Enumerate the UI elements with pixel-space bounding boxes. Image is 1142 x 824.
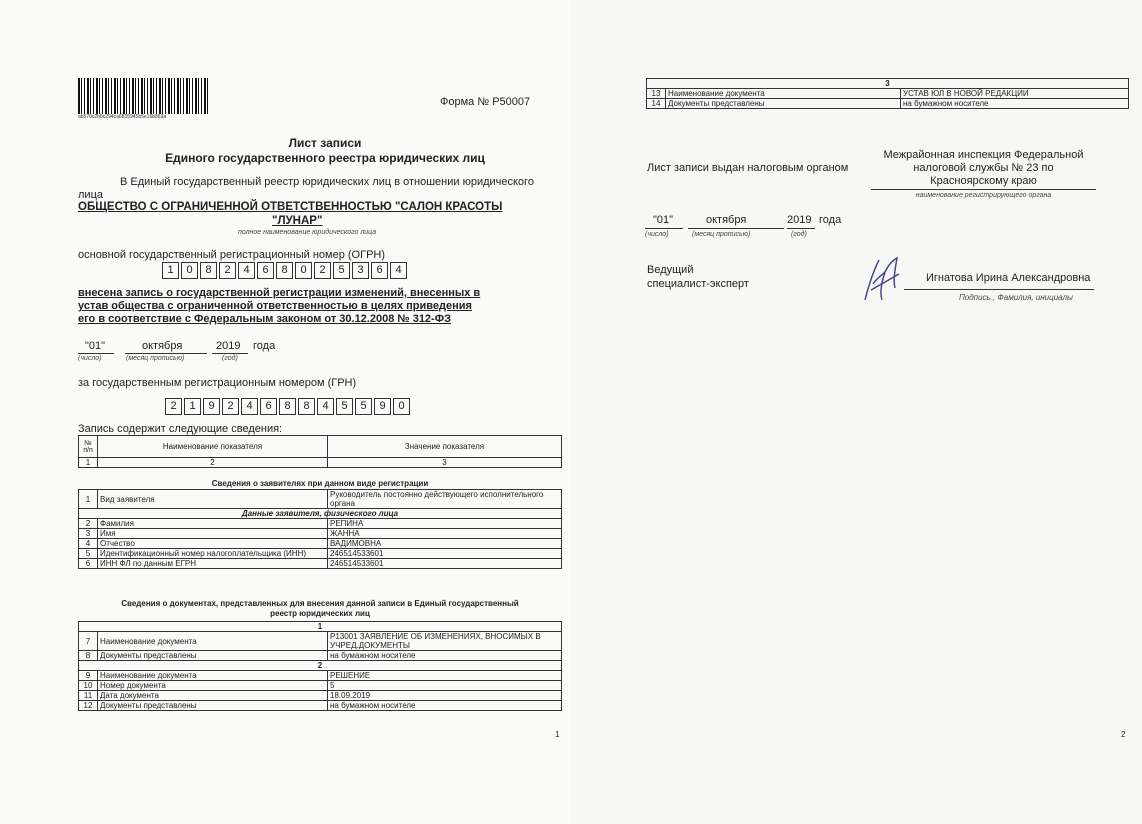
- grn-digit: 9: [374, 398, 391, 415]
- barcode-image: [78, 78, 208, 114]
- table-row: [79, 529, 562, 539]
- date-day: "01": [653, 214, 674, 226]
- row-label: Наименование документа: [666, 89, 901, 99]
- date-year: 2019: [787, 214, 812, 226]
- authority-line-1: Межрайонная инспекция Федеральной: [883, 149, 1084, 161]
- signature-underline: [904, 289, 1094, 290]
- company-name-line-1: ОБЩЕСТВО С ОГРАНИЧЕННОЙ ОТВЕТСТВЕННОСТЬЮ "САЛОН КРАСОТЫ: [78, 201, 503, 213]
- header-table: [78, 435, 562, 468]
- row-label: Номер документа: [98, 681, 328, 691]
- page-number-2: 2: [1121, 730, 1126, 739]
- table-row: [79, 661, 562, 671]
- table-row: [79, 701, 562, 711]
- table-row: [79, 509, 562, 519]
- grn-digit: 8: [298, 398, 315, 415]
- row-number: 13: [647, 89, 666, 99]
- ogrn-digit: 8: [276, 262, 293, 279]
- applicant-section-title: Сведения о заявителях при данном виде регистрации: [211, 479, 429, 488]
- intro-line-2: лица: [78, 189, 103, 201]
- contains-label: Запись содержит следующие сведения:: [78, 423, 283, 435]
- header-col-value: Значение показателя: [328, 436, 562, 458]
- signer-caption: Подпись , Фамилия, инициалы: [959, 293, 1073, 302]
- row-number: 6: [79, 559, 98, 569]
- page-number-1: 1: [555, 730, 560, 739]
- documents-table-continued: [646, 78, 1129, 109]
- table-row: [647, 89, 1129, 99]
- row-value: Р13001 ЗАЯВЛЕНИЕ ОБ ИЗМЕНЕНИЯХ, ВНОСИМЫХ В УЧРЕД.ДОКУМЕНТЫ: [328, 632, 562, 651]
- row-label: Дата документа: [98, 691, 328, 701]
- row-label: Документы представлены: [98, 701, 328, 711]
- row-number: 12: [79, 701, 98, 711]
- header-col-number: № п/п: [79, 436, 98, 458]
- grn-label: за государственным регистрационным номером (ГРН): [78, 377, 357, 389]
- grn-digit: 4: [317, 398, 334, 415]
- authority-line-3: Красноярскому краю: [930, 175, 1037, 187]
- table-row: [79, 622, 562, 632]
- ogrn-digit: 0: [181, 262, 198, 279]
- date-year-line: [212, 353, 248, 354]
- date-month-line: [125, 353, 207, 354]
- record-line-2: устав общества с ограниченной ответственностью в целях приведения: [78, 300, 472, 312]
- date-month-caption: (месяц прописью): [692, 231, 751, 238]
- grn-digit: 2: [165, 398, 182, 415]
- row-value: на бумажном носителе: [328, 701, 562, 711]
- date-year: 2019: [216, 340, 241, 352]
- table-row: [79, 549, 562, 559]
- row-value: РЕШЕНИЕ: [328, 671, 562, 681]
- table-row: [79, 539, 562, 549]
- ogrn-digit: 2: [219, 262, 236, 279]
- authority-caption: наименование регистрирующего органа: [915, 192, 1052, 199]
- row-number: 4: [79, 539, 98, 549]
- docs-section-title-line-1: Сведения о документах, представленных для внесения данной записи в Единый государственный: [121, 599, 519, 608]
- date-suffix: года: [819, 214, 842, 226]
- date-day-caption: (число): [78, 355, 102, 362]
- row-number: 14: [647, 99, 666, 109]
- header-index-1: 1: [79, 458, 98, 468]
- grn-digit: 5: [336, 398, 353, 415]
- row-number: 3: [79, 529, 98, 539]
- row-value: ВАДИМОВНА: [328, 539, 562, 549]
- date-day-line: [645, 228, 683, 229]
- row-label: Имя: [98, 529, 328, 539]
- row-label: Наименование документа: [98, 671, 328, 681]
- signer-name: Игнатова Ирина Александровна: [926, 272, 1091, 284]
- table-row: [79, 651, 562, 661]
- date-day-caption: (число): [645, 231, 669, 238]
- date-suffix: года: [253, 340, 276, 352]
- docs-section-title-line-2: реестр юридических лиц: [270, 609, 370, 618]
- row-label: Идентификационный номер налогоплательщика (ИНН): [98, 549, 328, 559]
- grn-digit: 8: [279, 398, 296, 415]
- table-row: [79, 519, 562, 529]
- row-label: Фамилия: [98, 519, 328, 529]
- row-label: ИНН ФЛ по данным ЕГРН: [98, 559, 328, 569]
- grn-digit: 9: [203, 398, 220, 415]
- row-value: ЖАННА: [328, 529, 562, 539]
- date-month: октября: [142, 340, 183, 352]
- ogrn-digit: 3: [352, 262, 369, 279]
- date-year-line: [787, 228, 815, 229]
- date-year-caption: (год): [791, 231, 807, 238]
- date-day: "01": [85, 340, 106, 352]
- record-line-3: его в соответствие с Федеральным законом от 30.12.2008 № 312-ФЗ: [78, 313, 451, 325]
- date-day-line: [78, 353, 114, 354]
- date-month-caption: (месяц прописью): [126, 355, 185, 362]
- row-value: 5: [328, 681, 562, 691]
- document-group-number: 3: [647, 79, 1129, 89]
- issued-by-label: Лист записи выдан налоговым органом: [647, 162, 849, 174]
- date-year-caption: (год): [222, 355, 238, 362]
- header-index-2: 2: [98, 458, 328, 468]
- ogrn-digit: 8: [200, 262, 217, 279]
- table-row: [647, 99, 1129, 109]
- document-page-2: [571, 0, 1142, 824]
- row-number: 9: [79, 671, 98, 681]
- grn-digits: [165, 398, 412, 415]
- row-label: Вид заявителя: [98, 490, 328, 509]
- ogrn-digit: 2: [314, 262, 331, 279]
- row-value: на бумажном носителе: [328, 651, 562, 661]
- row-number: 11: [79, 691, 98, 701]
- form-number: Форма № Р50007: [440, 96, 531, 108]
- grn-digit: 6: [260, 398, 277, 415]
- row-label: Документы представлены: [666, 99, 901, 109]
- row-number: 10: [79, 681, 98, 691]
- authority-line-2: налоговой службы № 23 по: [913, 162, 1054, 174]
- grn-digit: 5: [355, 398, 372, 415]
- grn-digit: 0: [393, 398, 410, 415]
- ogrn-digit: 6: [257, 262, 274, 279]
- row-value: РЕПИНА: [328, 519, 562, 529]
- position-line-2: специалист-эксперт: [647, 278, 749, 290]
- ogrn-digit: 5: [333, 262, 350, 279]
- ogrn-digit: 0: [295, 262, 312, 279]
- row-number: 8: [79, 651, 98, 661]
- table-row: [79, 632, 562, 651]
- company-name-caption: полное наименование юридического лица: [238, 229, 377, 236]
- row-value: 18.09.2019: [328, 691, 562, 701]
- handwritten-signature: [851, 254, 911, 306]
- header-col-name: Наименование показателя: [98, 436, 328, 458]
- ogrn-digit: 1: [162, 262, 179, 279]
- authority-underline: [871, 189, 1096, 190]
- title-line-2: Единого государственного реестра юридических лиц: [165, 151, 485, 165]
- document-group-number: 1: [79, 622, 562, 632]
- applicant-subsection-title: Данные заявителя, физического лица: [79, 509, 562, 519]
- row-number: 5: [79, 549, 98, 559]
- intro-line-1: В Единый государственный реестр юридических лиц в отношении юридического: [120, 176, 534, 188]
- table-row: [79, 671, 562, 681]
- row-number: 7: [79, 632, 98, 651]
- barcode-code: ab570c2b8c294ca6835945b5e16b869a: [78, 114, 167, 120]
- grn-digit: 2: [222, 398, 239, 415]
- table-row: [79, 681, 562, 691]
- document-group-number: 2: [79, 661, 562, 671]
- grn-digit: 1: [184, 398, 201, 415]
- table-row: [79, 559, 562, 569]
- grn-digit: 4: [241, 398, 258, 415]
- row-label: Наименование документа: [98, 632, 328, 651]
- ogrn-digit: 6: [371, 262, 388, 279]
- table-row: [647, 79, 1129, 89]
- table-row: [79, 691, 562, 701]
- documents-table: [78, 621, 562, 711]
- header-index-3: 3: [328, 458, 562, 468]
- position-line-1: Ведущий: [647, 264, 694, 276]
- table-row: [79, 490, 562, 509]
- company-name-line-2: "ЛУНАР": [272, 215, 323, 227]
- row-value: 246514533601: [328, 559, 562, 569]
- row-label: Документы представлены: [98, 651, 328, 661]
- row-value: УСТАВ ЮЛ В НОВОЙ РЕДАКЦИИ: [901, 89, 1129, 99]
- row-number: 1: [79, 490, 98, 509]
- title-line-1: Лист записи: [288, 136, 362, 150]
- row-value: Руководитель постоянно действующего исполнительного органа: [328, 490, 562, 509]
- ogrn-digit: 4: [238, 262, 255, 279]
- date-month-line: [688, 228, 784, 229]
- row-number: 2: [79, 519, 98, 529]
- row-label: Отчество: [98, 539, 328, 549]
- applicant-table: [78, 489, 562, 569]
- record-line-1: внесена запись о государственной регистрации изменений, внесенных в: [78, 287, 481, 299]
- row-value: 246514533601: [328, 549, 562, 559]
- ogrn-digit: 4: [390, 262, 407, 279]
- date-month: октября: [706, 214, 747, 226]
- row-value: на бумажном носителе: [901, 99, 1129, 109]
- ogrn-label: основной государственный регистрационный номер (ОГРН): [78, 249, 386, 261]
- ogrn-digits: [162, 262, 409, 279]
